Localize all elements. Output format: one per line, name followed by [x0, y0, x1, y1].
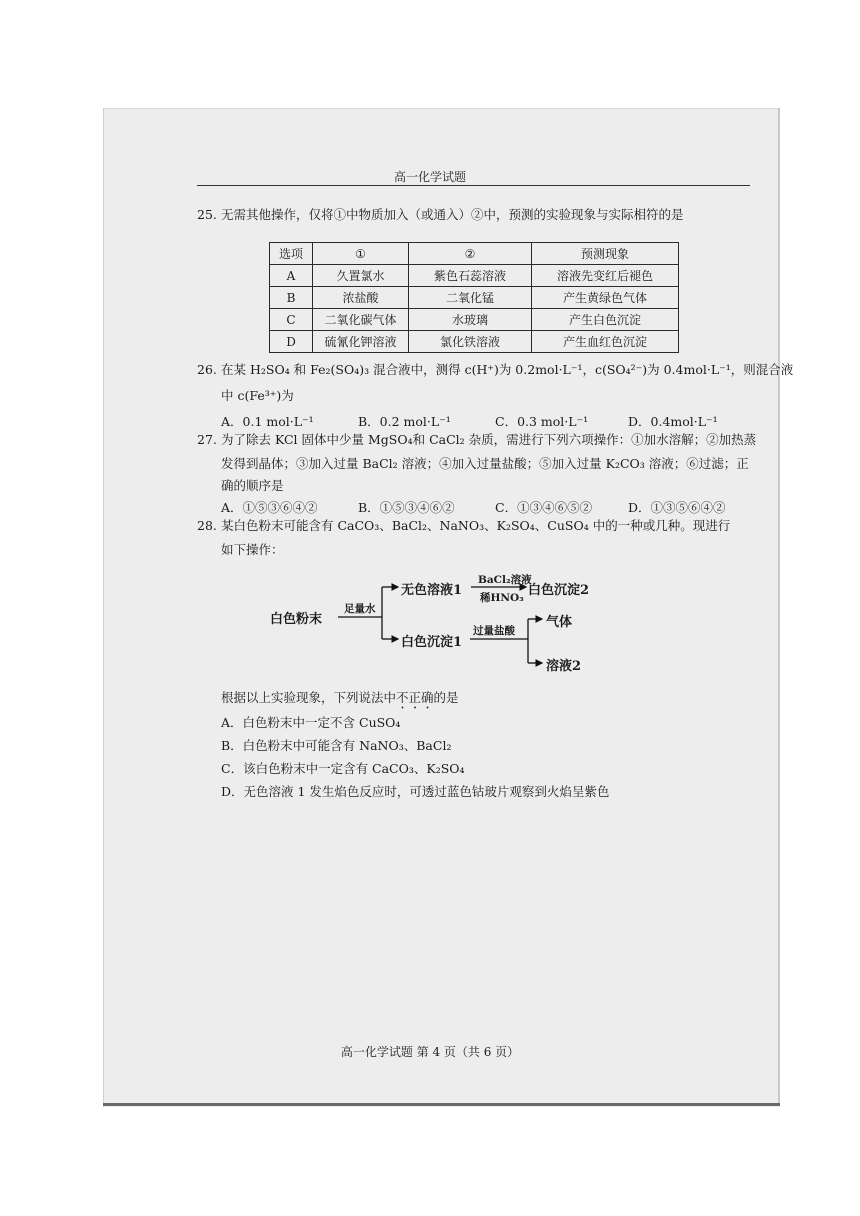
table-cell: B: [270, 287, 313, 309]
table-cell: 久置氯水: [313, 265, 409, 287]
table-cell: 水玻璃: [409, 309, 532, 331]
question-27: [197, 432, 756, 448]
option-a: A．白色粉末中一定不含 CuSO₄: [221, 715, 401, 730]
stem-text: 根据以上实验现象，下列说法中: [221, 690, 397, 705]
option-c: C．0.3 mol·L⁻¹: [495, 414, 589, 429]
table-header-cell: 选项: [270, 243, 313, 265]
precipitate-2: 白色沉淀2: [528, 583, 590, 598]
reagent-bacl2: BaCl₂溶液: [478, 574, 532, 586]
table-cell: 氯化铁溶液: [409, 331, 532, 353]
question-number: 26.: [197, 362, 217, 377]
reagent-hno3: 稀HNO₃: [480, 592, 524, 604]
precipitate-1: 白色沉淀1: [401, 635, 463, 650]
table-cell: 产生白色沉淀: [532, 309, 679, 331]
question-text: 为了除去 KCl 固体中少量 MgSO₄和 CaCl₂ 杂质，需进行下列六项操作：①加水溶解；②加热蒸: [221, 432, 757, 447]
table-row: [270, 265, 679, 287]
table-row: [270, 287, 679, 309]
reagent-hcl: 过量盐酸: [473, 625, 515, 637]
solution-1: 无色溶液1: [401, 583, 463, 598]
table-cell: 硫氰化钾溶液: [313, 331, 409, 353]
solution-2: 溶液2: [546, 659, 582, 674]
option-c: C．该白色粉末中一定含有 CaCO₃、K₂SO₄: [221, 761, 465, 776]
question-number: 25.: [197, 207, 217, 222]
question-text: 在某 H₂SO₄ 和 Fe₂(SO₄)₃ 混合液中，测得 c(H⁺)为 0.2mol·L⁻¹，c(SO₄²⁻)为 0.4mol·L⁻¹，则混合液: [221, 362, 794, 377]
option-a: A．0.1 mol·L⁻¹: [221, 414, 314, 429]
product-gas: 气体: [546, 615, 573, 630]
table-row: [270, 309, 679, 331]
option-b: B．①⑤③④⑥②: [358, 500, 455, 515]
table-header-cell: 预测现象: [532, 243, 679, 265]
page-edge-bottom: [103, 1103, 780, 1106]
table-cell: 二氧化碳气体: [313, 309, 409, 331]
table-header-cell: ①: [313, 243, 409, 265]
question-text: 某白色粉末可能含有 CaCO₃、BaCl₂、NaNO₃、K₂SO₄、CuSO₄ 中的一种或几种。现进行: [221, 518, 731, 533]
option-b: B．0.2 mol·L⁻¹: [358, 414, 451, 429]
question-number: 27.: [197, 432, 217, 447]
table-cell: 产生血红色沉淀: [532, 331, 679, 353]
option-d: D．0.4mol·L⁻¹: [628, 414, 718, 429]
table-cell: A: [270, 265, 313, 287]
q25-table: [269, 242, 679, 353]
question-text-cont: 确的顺序是: [221, 478, 284, 493]
question-text-cont: 如下操作：: [221, 542, 284, 557]
question-text-cont: 发得到晶体；③加入过量 BaCl₂ 溶液；④加入过量盐酸；⑤加入过量 K₂CO₃ 溶液；⑥过滤；正: [221, 456, 749, 471]
option-b: B．白色粉末中可能含有 NaNO₃、BaCl₂: [221, 738, 452, 753]
option-d: D．①③⑤⑥④②: [628, 500, 726, 515]
header-rule: [197, 185, 750, 186]
question-25: [197, 207, 684, 223]
table-cell: 溶液先变红后褪色: [532, 265, 679, 287]
page-header-title: 高一化学试题: [393, 170, 466, 184]
question-text-cont: 中 c(Fe³⁺)为: [221, 388, 294, 403]
option-a: A．①⑤③⑥④②: [221, 500, 318, 515]
table-row: [270, 331, 679, 353]
table-cell: D: [270, 331, 313, 353]
reagent-water: 足量水: [344, 603, 376, 615]
table-header-row: [270, 243, 679, 265]
page-edge-right: [778, 108, 780, 1106]
page-footer: 高一化学试题 第 4 页（共 6 页）: [340, 1045, 520, 1059]
stem-emphasis: 不正确: [396, 690, 434, 705]
question-28: [197, 518, 730, 534]
question-number: 28.: [197, 518, 217, 533]
table-cell: C: [270, 309, 313, 331]
table-cell: 产生黄绿色气体: [532, 287, 679, 309]
table-header-cell: ②: [409, 243, 532, 265]
question-stem: [221, 688, 459, 712]
question-text: 无需其他操作，仅将①中物质加入（或通入）②中，预测的实验现象与实际相符的是: [221, 207, 684, 222]
table-cell: 二氧化锰: [409, 287, 532, 309]
table-cell: 浓盐酸: [313, 287, 409, 309]
start-substance: 白色粉末: [270, 612, 323, 627]
flow-diagram: [270, 575, 630, 675]
option-c: C．①③④⑥⑤②: [495, 500, 593, 515]
table-cell: 紫色石蕊溶液: [409, 265, 532, 287]
stem-text-end: 的是: [433, 690, 459, 705]
question-26: [197, 362, 793, 378]
option-d: D．无色溶液 1 发生焰色反应时，可透过蓝色钴玻片观察到火焰呈紫色: [221, 784, 610, 799]
